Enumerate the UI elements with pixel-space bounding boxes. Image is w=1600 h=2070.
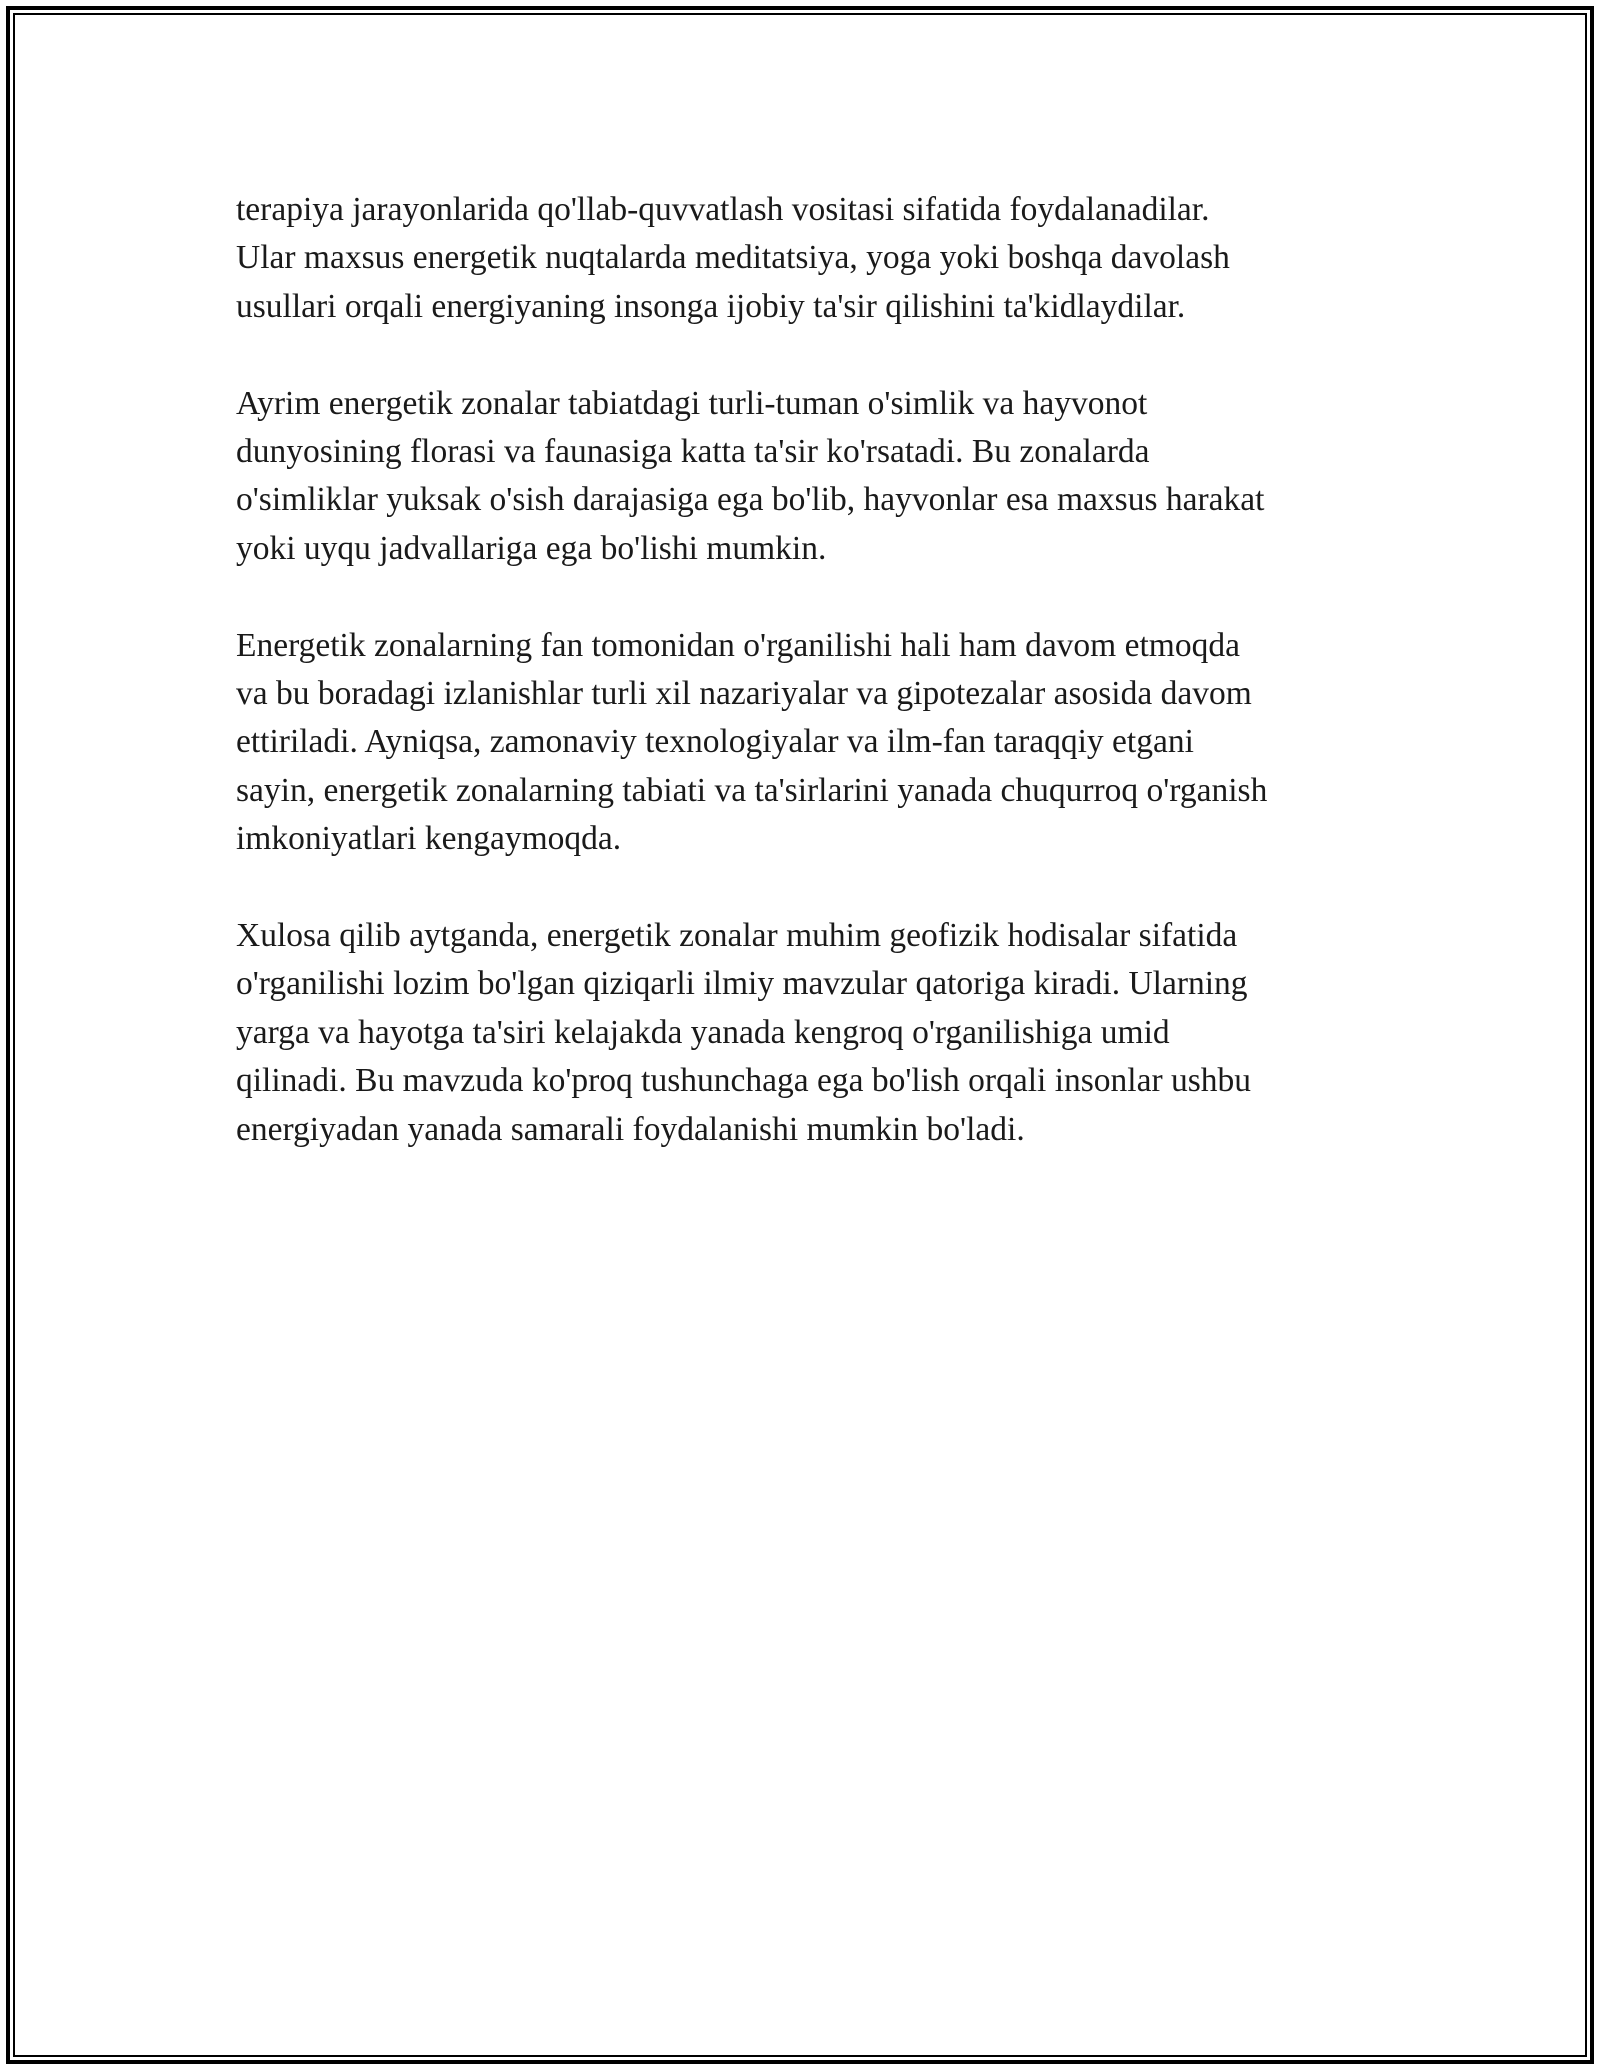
text-line: Xulosa qilib aytganda, energetik zonalar muhim geofizik hodisalar sifatida	[236, 917, 1238, 955]
text-line: energiyadan yanada samarali foydalanishi mumkin bo'ladi.	[236, 1110, 1025, 1148]
paragraph-research	[236, 622, 1386, 864]
paragraph-flora-fauna	[236, 380, 1386, 574]
text-line: imkoniyatlari kengaymoqda.	[236, 820, 622, 858]
text-line: Ular maxsus energetik nuqtalarda meditatsiya, yoga yoki boshqa davolash	[236, 239, 1230, 277]
text-line: Ayrim energetik zonalar tabiatdagi turli-tuman o'simlik va hayvonot	[236, 384, 1148, 422]
text-line: sayin, energetik zonalarning tabiati va ta'sirlarini yanada chuqurroq o'rganish	[236, 771, 1268, 809]
text-line: usullari orqali energiyaning insonga ijobiy ta'sir qilishini ta'kidlaydilar.	[236, 287, 1186, 325]
text-line: va bu boradagi izlanishlar turli xil nazariyalar va gipotezalar asosida davom	[236, 675, 1252, 713]
paragraph-conclusion	[236, 912, 1386, 1154]
text-line: ettiriladi. Ayniqsa, zamonaviy texnologiyalar va ilm-fan taraqqiy etgani	[236, 723, 1194, 761]
text-line: o'rganilishi lozim bo'lgan qiziqarli ilmiy mavzular qatoriga kiradi. Ularning	[236, 965, 1248, 1003]
paragraph-therapy	[236, 186, 1386, 331]
text-line: o'simliklar yuksak o'sish darajasiga ega bo'lib, hayvonlar esa maxsus harakat	[236, 481, 1265, 519]
text-line: yoki uyqu jadvallariga ega bo'lishi mumkin.	[236, 529, 827, 567]
text-line: qilinadi. Bu mavzuda ko'proq tushunchaga ega bo'lish orqali insonlar ushbu	[236, 1062, 1252, 1100]
text-line: terapiya jarayonlarida qo'llab-quvvatlash vositasi sifatida foydalanadilar.	[236, 191, 1210, 228]
text-line: yarga va hayotga ta'siri kelajakda yanada kengroq o'rganilishiga umid	[236, 1013, 1170, 1051]
text-line: dunyosining florasi va faunasiga katta ta'sir ko'rsatadi. Bu zonalarda	[236, 433, 1150, 471]
text-line: Energetik zonalarning fan tomonidan o'rganilishi hali ham davom etmoqda	[236, 626, 1240, 664]
document-body	[236, 186, 1386, 1202]
